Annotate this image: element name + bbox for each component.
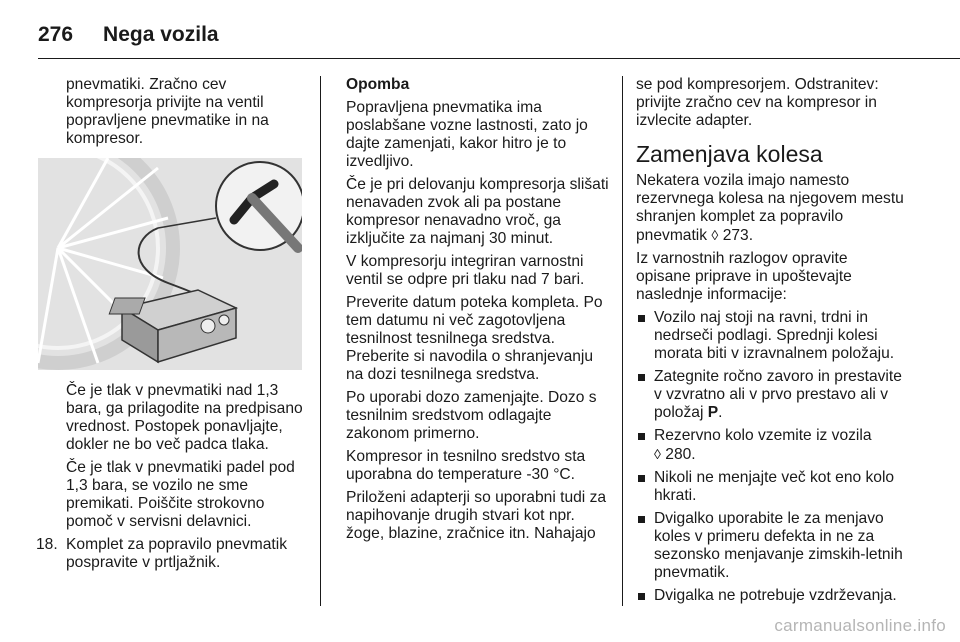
- note-title: Opomba: [346, 76, 410, 93]
- header-rule: [38, 58, 960, 59]
- col3-para1: se pod kompresorjem. Odstranitev: privijte zračno cev na kompresor in izvlecite adapter.: [636, 76, 879, 129]
- square-bullet-icon: [638, 516, 645, 523]
- column-divider-1: [320, 76, 321, 606]
- col3-para2: [636, 172, 904, 245]
- bullet-item: [636, 309, 904, 363]
- bullet-text: Zategnite ročno zavoro in prestavite v vzvratno ali v prvo prestavo ali v položaj: [654, 368, 902, 421]
- section-title: Zamenjava kolesa: [636, 141, 823, 167]
- numbered-step-18: [36, 536, 304, 572]
- column-2: [346, 76, 610, 548]
- column-3: [636, 76, 904, 610]
- page-ref-273[interactable]: 273.: [722, 227, 754, 244]
- step-text: Komplet za popravilo pnevmatik pospravite v prtljažnik.: [66, 536, 288, 571]
- bullet-item: [636, 587, 904, 605]
- note-text: Popravljena pnevmatika ima poslabšane vozne lastnosti, zato jo dajte zamenjati, kakor hitro je to izvedljivo.: [346, 99, 588, 170]
- page-number: 276: [38, 23, 74, 46]
- square-bullet-icon: [638, 593, 645, 600]
- col2-para6: Priloženi adapterji so uporabni tudi za napihovanje drugih stvari kot npr. žoge, blazine, zračnice itn. Nahajajo: [346, 489, 607, 542]
- bullet-item: [636, 427, 904, 464]
- square-bullet-icon: [638, 315, 645, 322]
- square-bullet-icon: [638, 433, 645, 440]
- col3-para3: Iz varnostnih razlogov opravite opisane priprave in upoštevajte naslednje informacije:: [636, 250, 852, 303]
- page-ref-icon: ◊: [711, 227, 719, 243]
- bullet-text: Dvigalko uporabite le za menjavo koles v primeru defekta in ne za sezonsko menjavanje zimskih-letnih pnevmatik.: [654, 510, 903, 581]
- compressor-illustration: [38, 158, 302, 370]
- bullet-item: [636, 510, 904, 582]
- page-ref-280[interactable]: 280.: [665, 446, 696, 463]
- square-bullet-icon: [638, 374, 645, 381]
- step-number: 18.: [36, 536, 58, 553]
- column-1: [36, 76, 304, 577]
- bullet-text: Dvigalka ne potrebuje vzdrževanja.: [654, 587, 897, 604]
- bullet-item: [636, 368, 904, 422]
- col1-para1: pnevmatiki. Zračno cev kompresorja privijte na ventil popravljene pnevmatike in na kompresor.: [66, 76, 269, 147]
- bullet-text: Vozilo naj stoji na ravni, trdni in nedrseči podlagi. Sprednji kolesi morata biti v izravnalnem položaju.: [654, 309, 895, 362]
- col2-para1: Če je pri delovanju kompresorja slišati nenavaden zvok ali pa postane kompresor nenavadno vroč, ga izključite za najmanj 30 minut.: [346, 176, 609, 247]
- col2-para4: Po uporabi dozo zamenjajte. Dozo s tesnilnim sredstvom odlagajte zakonom primerno.: [346, 389, 597, 442]
- gear-position-p: P: [707, 404, 719, 421]
- col2-para5: Kompresor in tesnilno sredstvo sta uporabna do temperature -30 °C.: [346, 448, 586, 483]
- square-bullet-icon: [638, 475, 645, 482]
- page-header: [38, 20, 219, 50]
- col2-para3: Preverite datum poteka kompleta. Po tem datumu ni več zagotovljena tesnilnost tesnilnega sredstva. Preberite si navodila o shranjevanju na dozi tesnilnega sredstva.: [346, 294, 603, 383]
- chapter-title: Nega vozila: [103, 23, 219, 46]
- bullet-item: [636, 469, 904, 505]
- column-divider-2: [622, 76, 623, 606]
- bullet-text: Rezervno kolo vzemite iz vozila: [654, 427, 872, 444]
- col2-para2: V kompresorju integriran varnostni ventil se odpre pri tlaku nad 7 bari.: [346, 253, 585, 288]
- page-ref-icon: ◊: [654, 446, 661, 462]
- col3-para2-text: Nekatera vozila imajo namesto rezervnega kolesa na njegovem mestu shranjen komplet za popravilo pnevmatik: [636, 172, 904, 244]
- bullet-text-end: .: [718, 404, 723, 421]
- bullet-text: Nikoli ne menjajte več kot eno kolo hkrati.: [654, 469, 895, 504]
- watermark: carmanualsonline.info: [774, 616, 946, 635]
- col1-para2: Če je tlak v pnevmatiki nad 1,3 bara, ga prilagodite na predpisano vrednost. Postopek ponavljajte, dokler ne bo več padca tlaka.: [66, 382, 303, 453]
- col1-para3: Če je tlak v pnevmatiki padel pod 1,3 bara, se vozilo ne sme premikati. Poiščite strokovno pomoč v servisni delavnici.: [66, 459, 295, 530]
